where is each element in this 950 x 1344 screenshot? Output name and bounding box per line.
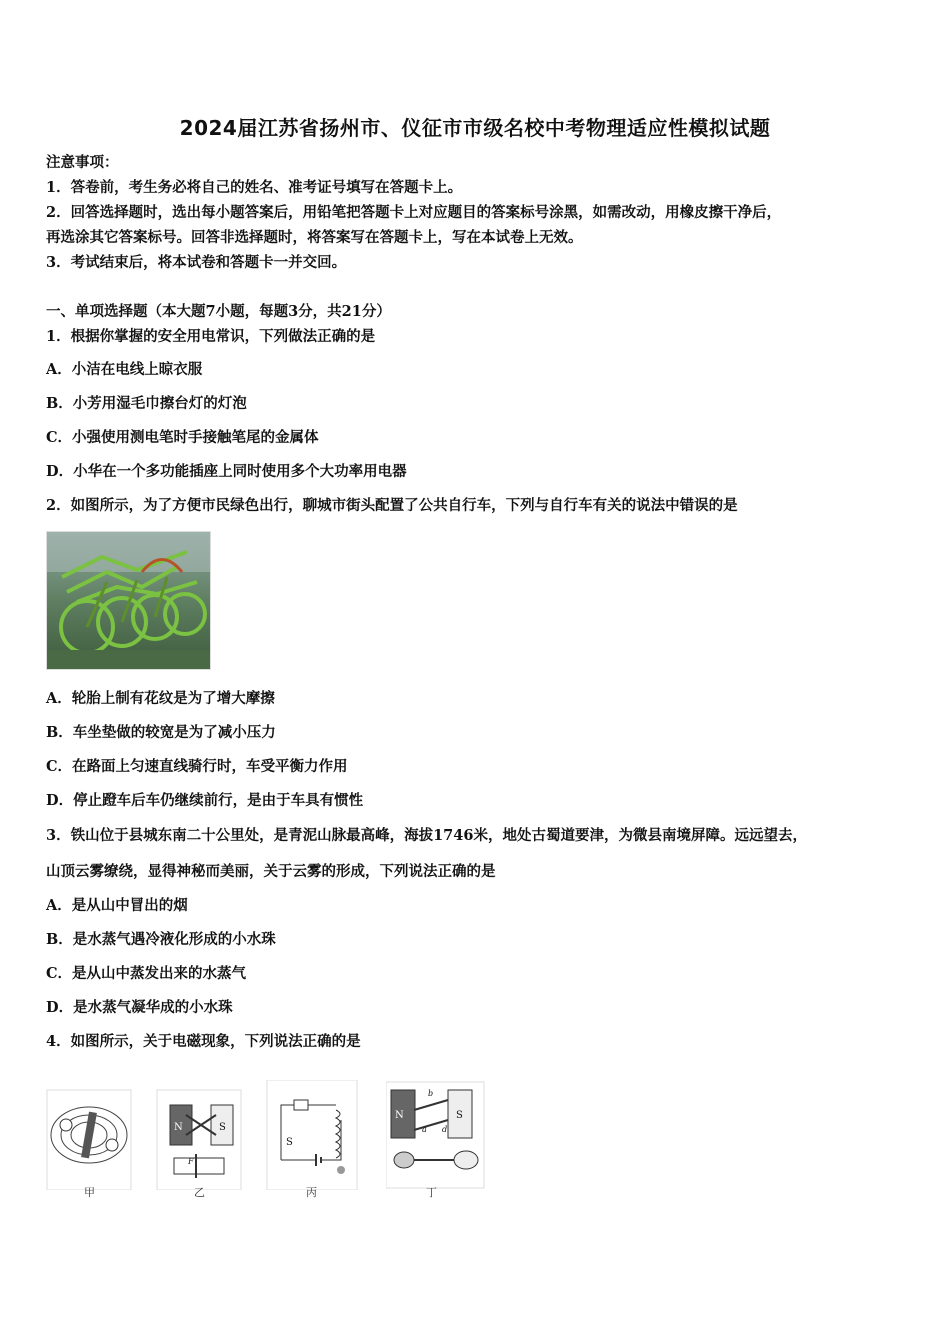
q2-stem: 2．如图所示，为了方便市民绿色出行，聊城市街头配置了公共自行车，下列与自行车有关的说法中错误的是	[46, 497, 738, 514]
figure-label-jia: 甲	[84, 1186, 95, 1199]
figure-yi	[156, 1080, 242, 1202]
ding-a-label: a	[422, 1125, 427, 1134]
q3-option-d: D．是水蒸气凝华成的小水珠	[46, 999, 233, 1016]
figure-label-ding: 丁	[426, 1186, 437, 1199]
ding-d-label: d	[442, 1125, 448, 1134]
notice-heading: 注意事项：	[46, 154, 119, 171]
yi-s-label: S	[219, 1122, 226, 1133]
q2-option-b: B．车坐垫做的较宽是为了减小压力	[46, 724, 276, 741]
bicycle-photo	[46, 531, 211, 670]
bing-switch-label: S	[286, 1137, 293, 1148]
page-title: 2024届江苏省扬州市、仪征市市级名校中考物理适应性模拟试题	[179, 116, 771, 140]
notice-item-2: 2．回答选择题时，选出每小题答案后，用铅笔把答题卡上对应题目的答案标号涂黑，如需改动，用橡皮擦干净后，	[46, 204, 782, 221]
yi-f-label: F	[188, 1157, 194, 1166]
section-heading: 一、单项选择题（本大题7小题，每题3分，共21分）	[46, 303, 391, 320]
ding-b-label: b	[428, 1089, 434, 1098]
figure-bing	[266, 1080, 358, 1202]
q1-stem: 1．根据你掌握的安全用电常识，下列做法正确的是	[46, 328, 376, 345]
q1-option-b: B．小芳用湿毛巾擦台灯的灯泡	[46, 395, 247, 412]
notice-item-1: 1．答卷前，考生务必将自己的姓名、准考证号填写在答题卡上。	[46, 179, 463, 196]
q1-option-c: C．小强使用测电笔时手接触笔尾的金属体	[46, 429, 319, 446]
figure-label-yi: 乙	[194, 1186, 205, 1199]
figure-jia	[46, 1080, 132, 1202]
notice-item-3: 3．考试结束后，将本试卷和答题卡一并交回。	[46, 254, 347, 271]
q3-stem-line1: 3．铁山位于县城东南二十公里处，是青泥山脉最高峰，海拔1746米，地处古蜀道要津，为微县南境屏障。远远望去，	[46, 827, 807, 844]
q2-option-a: A．轮胎上制有花纹是为了增大摩擦	[46, 690, 275, 707]
q3-option-c: C．是从山中蒸发出来的水蒸气	[46, 965, 247, 982]
q1-option-a: A．小洁在电线上晾衣服	[46, 361, 203, 378]
q4-stem: 4．如图所示，关于电磁现象，下列说法正确的是	[46, 1033, 361, 1050]
ding-n-label: N	[395, 1110, 404, 1121]
figure-ding	[386, 1080, 486, 1202]
q2-option-d: D．停止蹬车后车仍继续前行，是由于车具有惯性	[46, 792, 364, 809]
notice-item-2-cont: 再选涂其它答案标号。回答非选择题时，将答案写在答题卡上，写在本试卷上无效。	[46, 229, 583, 246]
yi-n-label: N	[174, 1122, 183, 1133]
q1-option-d: D．小华在一个多功能插座上同时使用多个大功率用电器	[46, 463, 407, 480]
q2-option-c: C．在路面上匀速直线骑行时，车受平衡力作用	[46, 758, 348, 775]
ding-s-label: S	[456, 1110, 463, 1121]
q4-figures	[46, 1080, 496, 1202]
q3-option-a: A．是从山中冒出的烟	[46, 897, 188, 914]
figure-label-bing: 丙	[306, 1186, 317, 1199]
q3-option-b: B．是水蒸气遇冷液化形成的小水珠	[46, 931, 276, 948]
q3-stem-line2: 山顶云雾缭绕，显得神秘而美丽，关于云雾的形成，下列说法正确的是	[46, 863, 496, 880]
